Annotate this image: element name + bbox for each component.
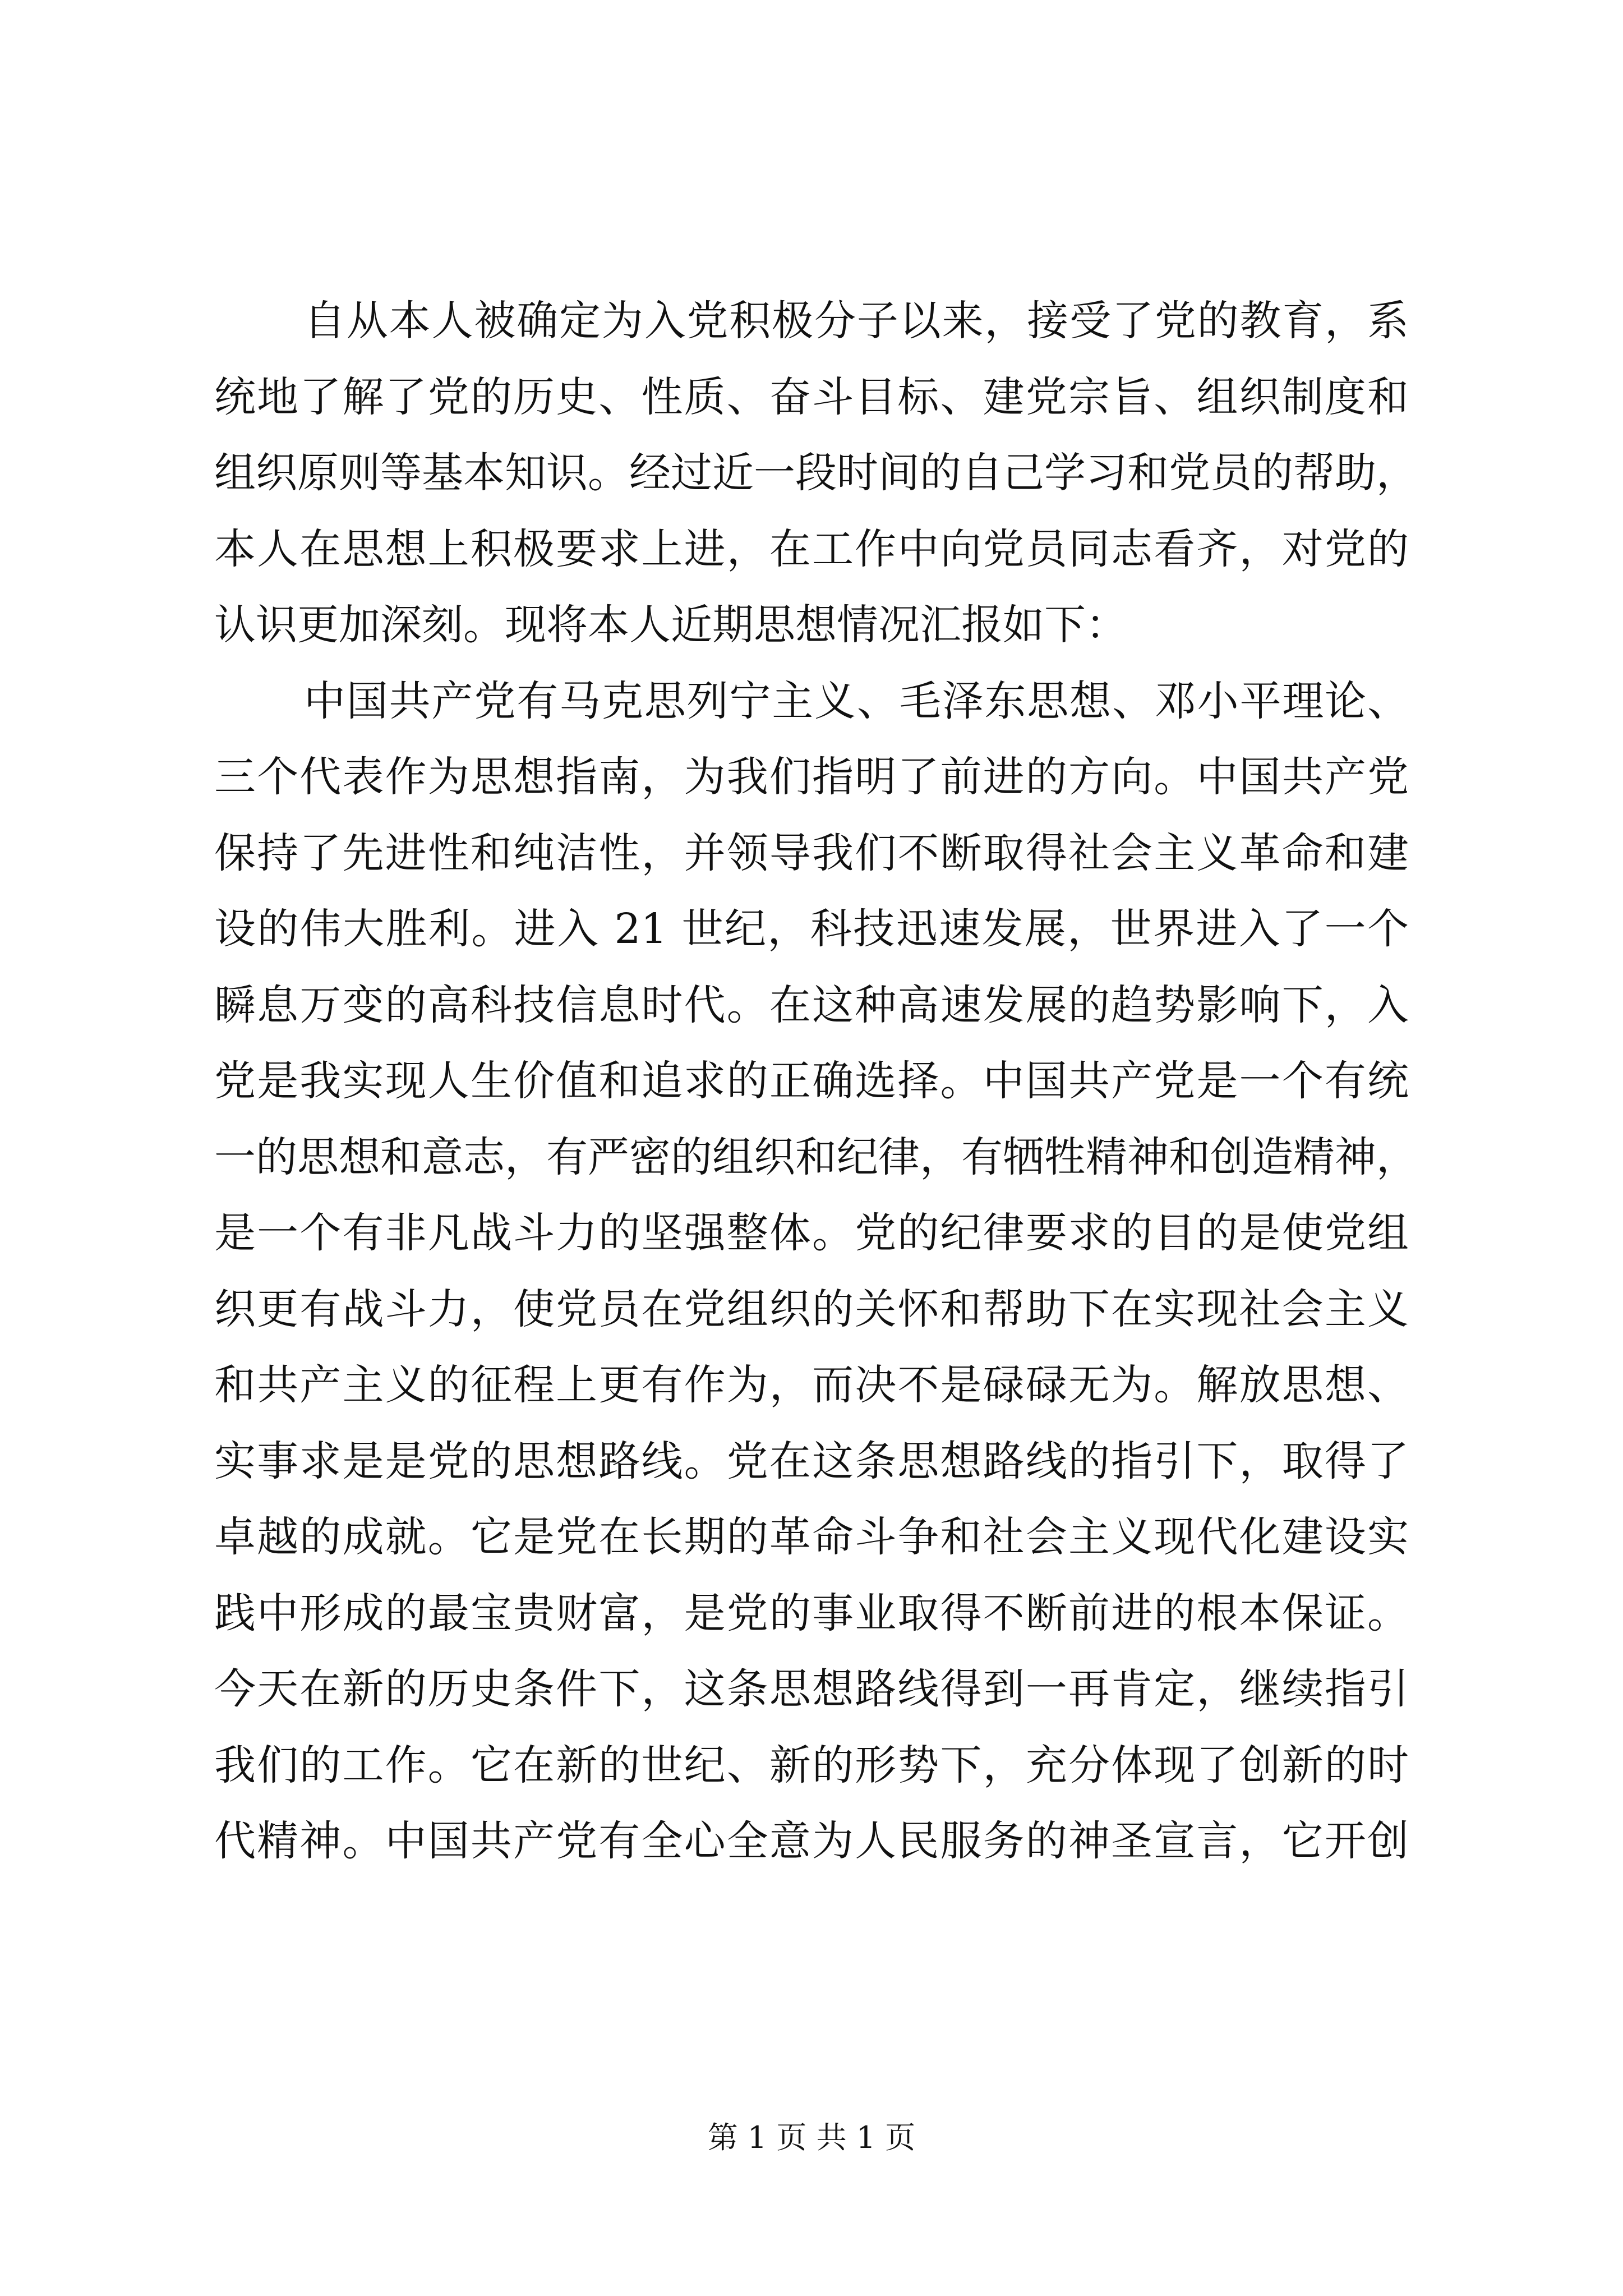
paragraph-2-line-8: 是一个有非凡战斗力的坚强整体。党的纪律要求的目的是使党组 bbox=[214, 1209, 1409, 1257]
paragraph-2-line-4: 设的伟大胜利。进入 21 世纪，科技迅速发展，世界进入了一个 bbox=[214, 905, 1409, 953]
paragraph-2-line-10: 和共产主义的征程上更有作为，而决不是碌碌无为。解放思想、 bbox=[214, 1361, 1409, 1409]
paragraph-2-line-14: 今天在新的历史条件下，这条思想路线得到一再肯定，继续指引 bbox=[214, 1665, 1409, 1713]
paragraph-2-line-7: 一的思想和意志，有严密的组织和纪律，有牺牲精神和创造精神， bbox=[214, 1133, 1418, 1181]
page-footer: 第 1 页 共 1 页 bbox=[707, 2120, 916, 2155]
paragraph-2-line-12: 卓越的成就。它是党在长期的革命斗争和社会主义现代化建设实 bbox=[214, 1513, 1409, 1561]
paragraph-2-line-5: 瞬息万变的高科技信息时代。在这种高速发展的趋势影响下，入 bbox=[214, 981, 1409, 1029]
document-body bbox=[214, 283, 1418, 1880]
paragraph-2-line-3: 保持了先进性和纯洁性，并领导我们不断取得社会主义革命和建 bbox=[214, 829, 1409, 877]
paragraph-1-line-4: 本人在思想上积极要求上进，在工作中向党员同志看齐，对党的 bbox=[214, 524, 1409, 573]
paragraph-2-line-15: 我们的工作。它在新的世纪、新的形势下，充分体现了创新的时 bbox=[214, 1741, 1409, 1789]
paragraph-2-line-2: 三个代表作为思想指南，为我们指明了前进的方向。中国共产党 bbox=[214, 753, 1409, 801]
paragraph-1-line-1: 自从本人被确定为入党积极分子以来，接受了党的教育，系 bbox=[304, 297, 1409, 345]
paragraph-2-line-11: 实事求是是党的思想路线。党在这条思想路线的指引下，取得了 bbox=[214, 1437, 1409, 1485]
paragraph-1-line-2: 统地了解了党的历史、性质、奋斗目标、建党宗旨、组织制度和 bbox=[214, 372, 1409, 421]
paragraph-1-line-3: 组织原则等基本知识。经过近一段时间的自己学习和党员的帮助， bbox=[214, 449, 1418, 497]
paragraph-1-line-5: 认识更加深刻。现将本人近期思想情况汇报如下： bbox=[214, 601, 1127, 649]
paragraph-2-line-6: 党是我实现人生价值和追求的正确选择。中国共产党是一个有统 bbox=[214, 1057, 1409, 1105]
paragraph-2-line-16: 代精神。中国共产党有全心全意为人民服务的神圣宣言，它开创 bbox=[214, 1817, 1409, 1865]
paragraph-2-line-9: 织更有战斗力，使党员在党组织的关怀和帮助下在实现社会主义 bbox=[214, 1285, 1409, 1333]
paragraph-2-line-1: 中国共产党有马克思列宁主义、毛泽东思想、邓小平理论、 bbox=[304, 677, 1409, 725]
paragraph-2-line-13: 践中形成的最宝贵财富，是党的事业取得不断前进的根本保证。 bbox=[214, 1589, 1409, 1637]
